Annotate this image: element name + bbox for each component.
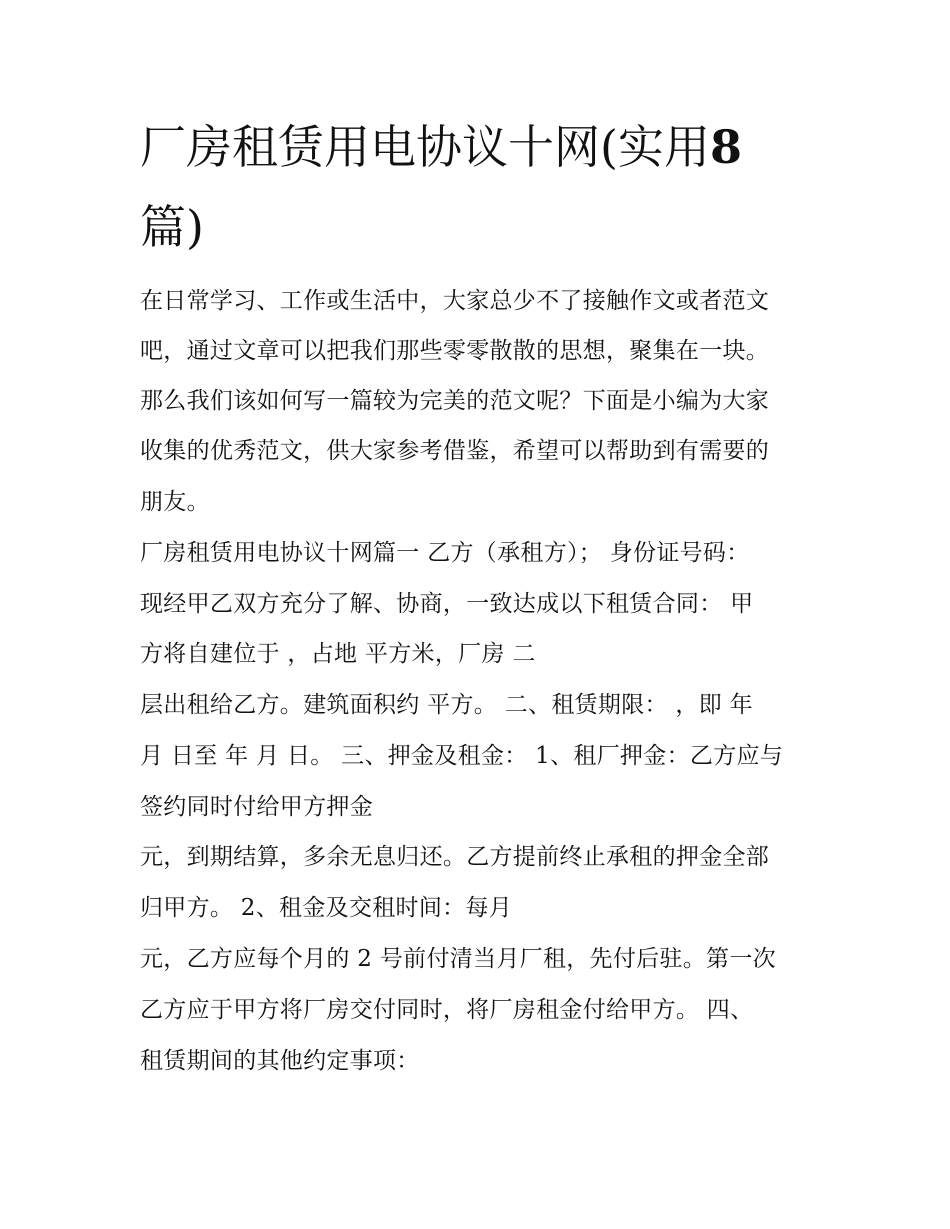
body-line: 月 日至 年 月 日。 三、押金及租金： 1、租厂押金：乙方应与 [140, 743, 784, 769]
body-line: 那么我们该如何写一篇较为完美的范文呢？下面是小编为大家 [140, 388, 770, 414]
body-line: 归甲方。 2、租金及交租时间：每月 [140, 895, 513, 921]
body-line: 厂房租赁用电协议十网篇一 乙方（承租方）； 身份证号码： [140, 540, 750, 566]
body-line: 乙方应于甲方将厂房交付同时，将厂房租金付给甲方。 四、 [140, 997, 754, 1023]
title-text: 厂房租赁用电协议十网(实用 [140, 120, 710, 174]
title-number: 8 [709, 120, 742, 174]
body-line: 签约同时付给甲方押金 [140, 794, 373, 820]
document-title-line-2: 篇) [140, 200, 204, 254]
body-line: 朋友。 [140, 489, 210, 515]
body-line: 吧，通过文章可以把我们那些零零散散的思想，聚集在一块。 [140, 338, 770, 364]
body-line: 层出租给乙方。建筑面积约 平方。 二、租赁期限： ，即 年 [140, 692, 753, 718]
body-line: 租赁期间的其他约定事项： [140, 1048, 420, 1074]
body-line: 现经甲乙双方充分了解、协商，一致达成以下租赁合同： 甲 [140, 591, 754, 617]
body-line: 在日常学习、工作或生活中，大家总少不了接触作文或者范文 [140, 288, 770, 314]
body-line: 元，乙方应每个月的 2 号前付清当月厂租，先付后驻。第一次 [140, 946, 776, 972]
body-line: 收集的优秀范文，供大家参考借鉴，希望可以帮助到有需要的 [140, 438, 770, 464]
document-title-line-1 [140, 122, 840, 172]
body-line: 方将自建位于 ，占地 平方米，厂房 二 [140, 641, 536, 667]
body-line: 元，到期结算，多余无息归还。乙方提前终止承租的押金全部 [140, 844, 770, 870]
